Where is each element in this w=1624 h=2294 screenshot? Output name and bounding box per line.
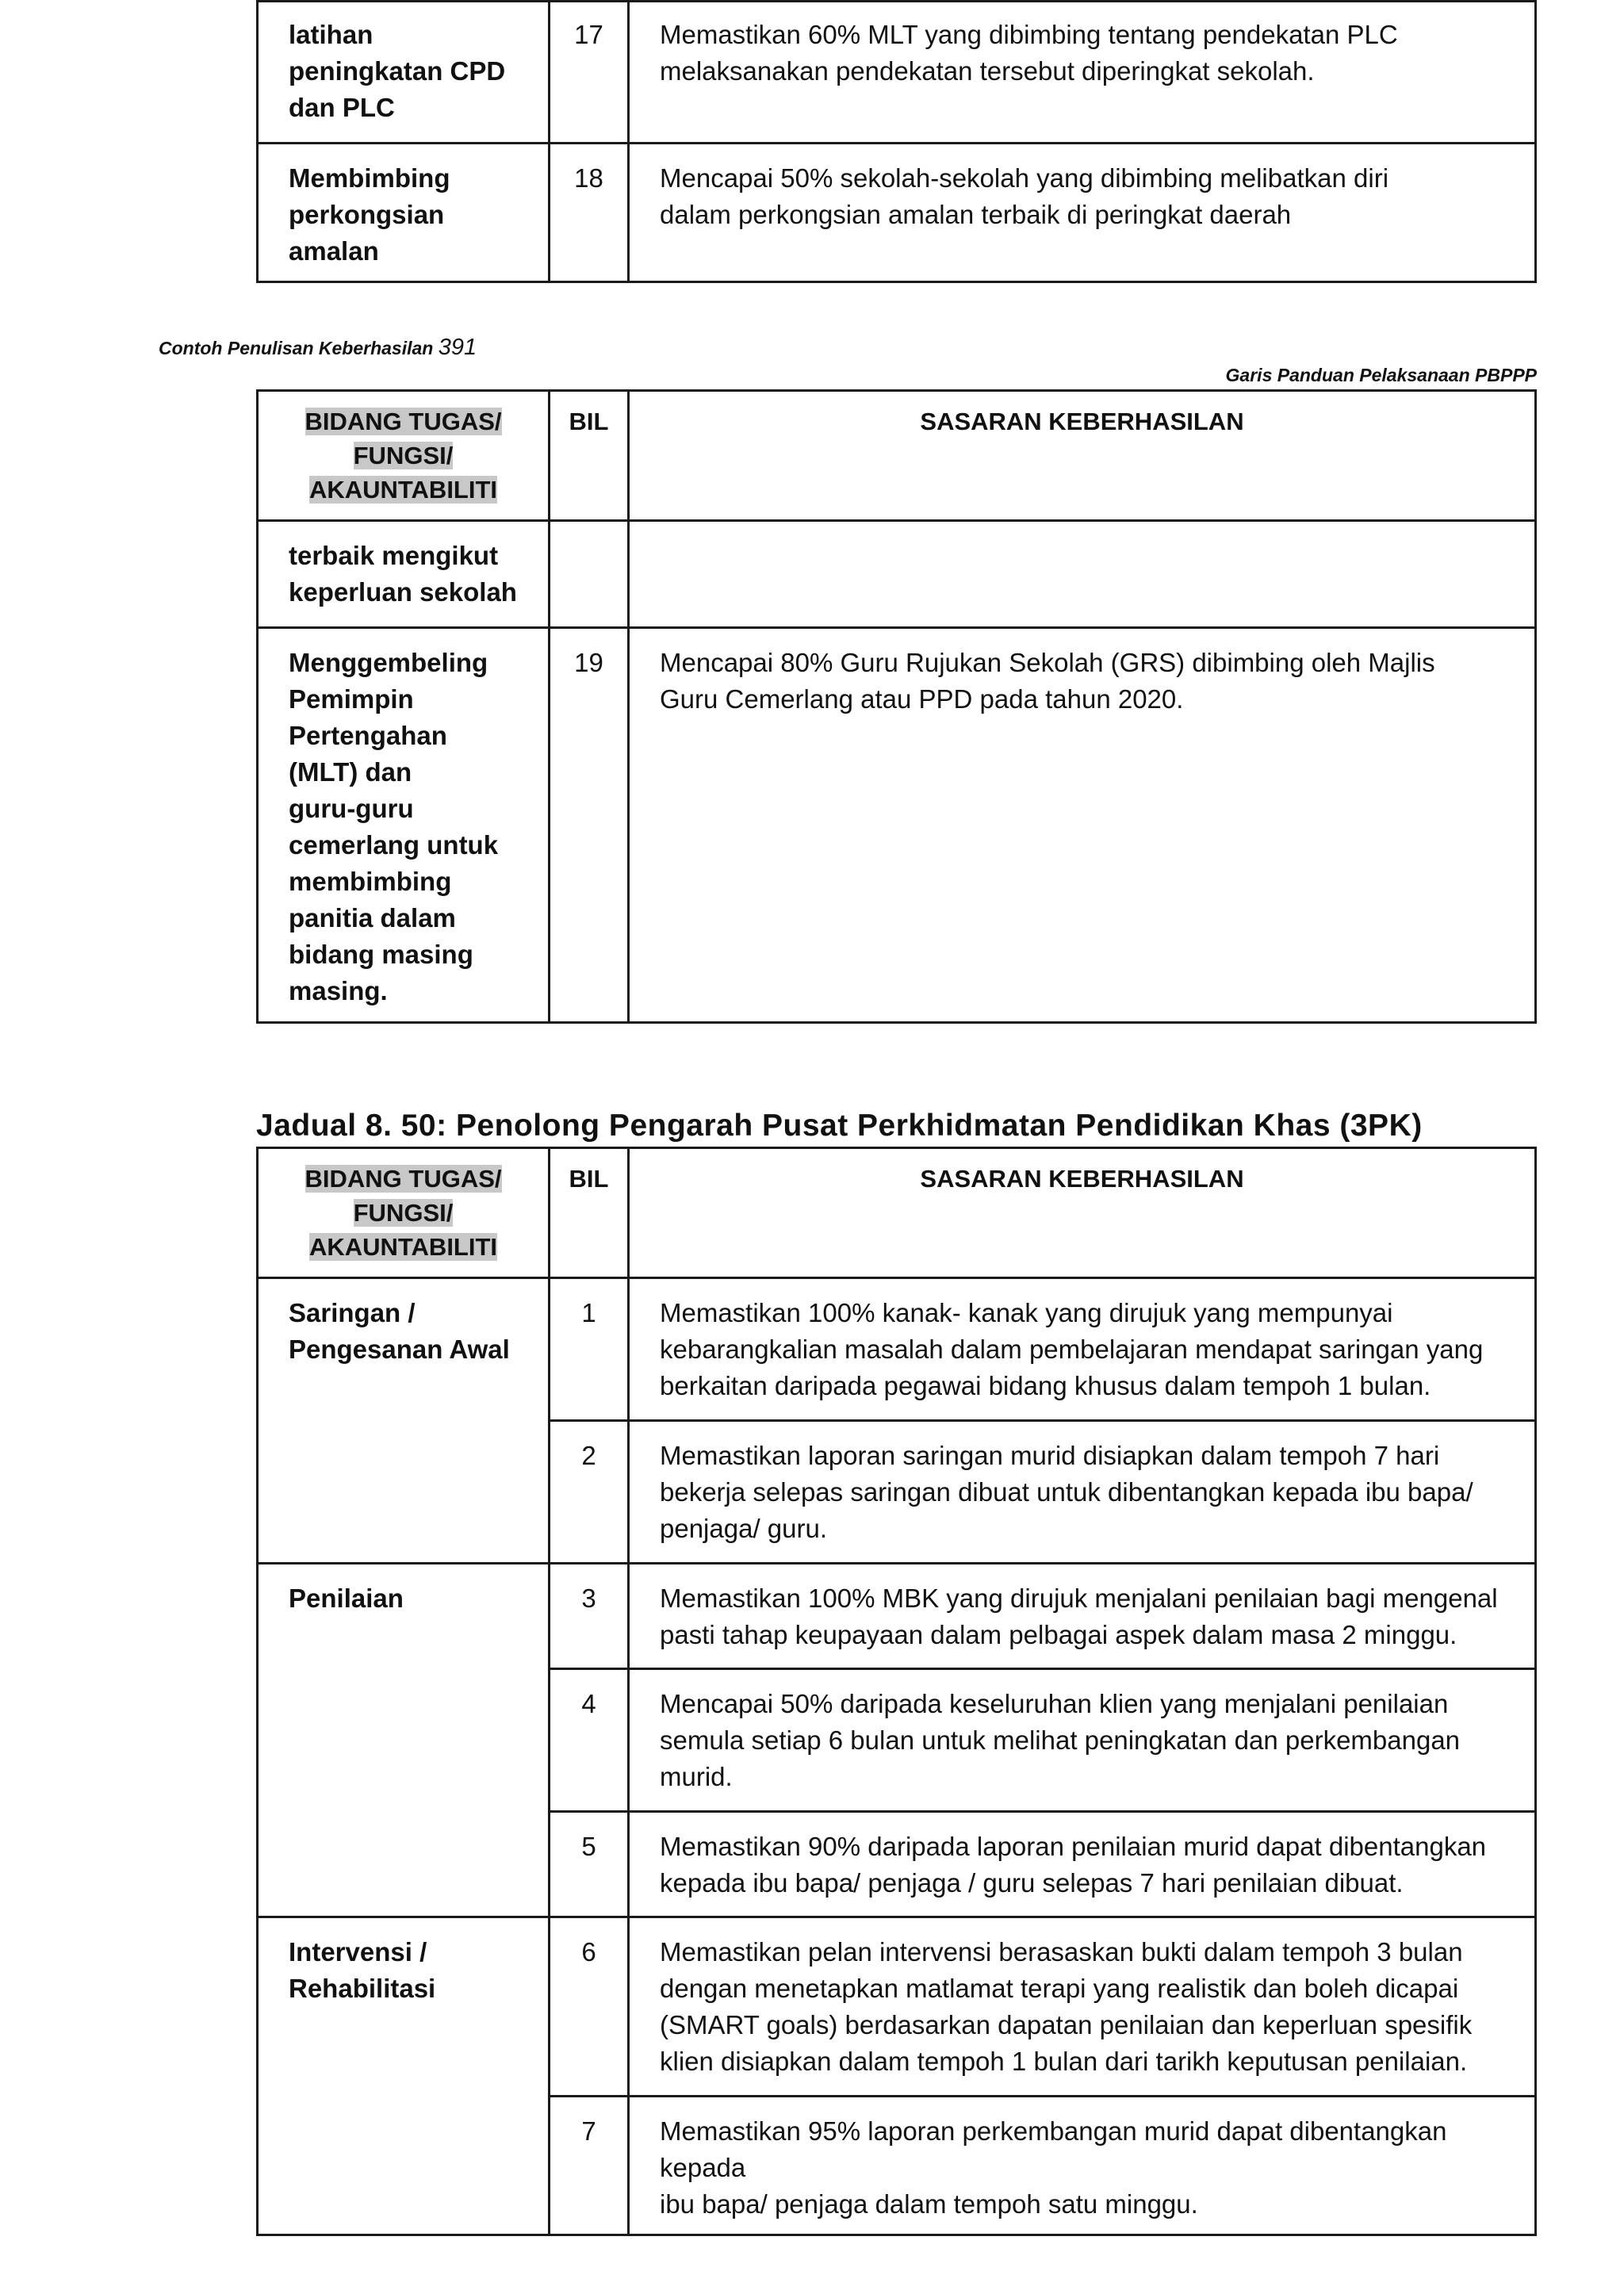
sasaran-cell: Memastikan 95% laporan perkembangan murid dapat dibentangkan kepada ibu bapa/ penjaga dalam tempoh satu minggu. xyxy=(629,2097,1536,2235)
header-fungsi xyxy=(258,1148,550,1278)
fungsi-cell: Penilaian xyxy=(258,1564,550,1917)
table-row xyxy=(258,1564,1536,1669)
sasaran-cell xyxy=(629,521,1536,628)
table-top xyxy=(256,0,1537,283)
fungsi-cell: Menggembeling Pemimpin Pertengahan (MLT) dan guru-guru cemerlang untuk membimbing panitia dalam bidang masing masing. xyxy=(258,628,550,1023)
bil-cell: 4 xyxy=(550,1669,629,1812)
fungsi-cell: terbaik mengikut keperluan sekolah xyxy=(258,521,550,628)
bil-cell: 19 xyxy=(550,628,629,1023)
header-bil: BIL xyxy=(550,1148,629,1278)
bil-cell: 7 xyxy=(550,2097,629,2235)
sasaran-cell: Memastikan 100% MBK yang dirujuk menjalani penilaian bagi mengenal pasti tahap keupayaan dalam pelbagai aspek dalam masa 2 minggu. xyxy=(629,1564,1536,1669)
bil-cell: 6 xyxy=(550,1917,629,2097)
header-bil: BIL xyxy=(550,391,629,521)
page-footer xyxy=(159,335,477,361)
sasaran-cell: Memastikan 90% daripada laporan penilaian murid dapat dibentangkan kepada ibu bapa/ penjaga / guru selepas 7 hari penilaian dibuat. xyxy=(629,1812,1536,1917)
page-header: Garis Panduan Pelaksanaan PBPPP xyxy=(1225,365,1537,385)
bil-cell xyxy=(550,521,629,628)
sasaran-cell: Memastikan 60% MLT yang dibimbing tentang pendekatan PLC melaksanakan pendekatan tersebut diperingkat sekolah. xyxy=(629,2,1536,144)
fungsi-cell: latihan peningkatan CPD dan PLC xyxy=(258,2,550,144)
table-middle xyxy=(256,389,1537,1024)
table-header-row xyxy=(258,1148,1536,1278)
page-footer-label: Contoh Penulisan Keberhasilan xyxy=(159,338,434,358)
bil-cell: 18 xyxy=(550,144,629,282)
sasaran-cell: Mencapai 50% sekolah-sekolah yang dibimbing melibatkan diri dalam perkongsian amalan terbaik di peringkat daerah xyxy=(629,144,1536,282)
table-row xyxy=(258,521,1536,628)
page-number: 391 xyxy=(438,335,477,360)
sasaran-cell: Memastikan laporan saringan murid disiapkan dalam tempoh 7 hari bekerja selepas saringan dibuat untuk dibentangkan kepada ibu bapa/ penjaga/ guru. xyxy=(629,1421,1536,1564)
header-fungsi-text: BIDANG TUGAS/ FUNGSI/ AKAUNTABILITI xyxy=(304,408,502,504)
fungsi-cell: Saringan / Pengesanan Awal xyxy=(258,1278,550,1564)
sasaran-cell: Mencapai 80% Guru Rujukan Sekolah (GRS) dibimbing oleh Majlis Guru Cemerlang atau PPD pada tahun 2020. xyxy=(629,628,1536,1023)
sasaran-cell: Memastikan pelan intervensi berasaskan bukti dalam tempoh 3 bulan dengan menetapkan matlamat terapi yang realistik dan boleh dicapai (SMART goals) berdasarkan dapatan penilaian dan keperluan spesifik klien disiapkan dalam tempoh 1 bulan dari tarikh keputusan penilaian. xyxy=(629,1917,1536,2097)
bil-cell: 2 xyxy=(550,1421,629,1564)
sasaran-cell: Memastikan 100% kanak- kanak yang dirujuk yang mempunyai kebarangkalian masalah dalam pembelajaran mendapat saringan yang berkaitan daripada pegawai bidang khusus dalam tempoh 1 bulan. xyxy=(629,1278,1536,1421)
sasaran-cell: Mencapai 50% daripada keseluruhan klien yang menjalani penilaian semula setiap 6 bulan untuk melihat peningkatan dan perkembangan murid. xyxy=(629,1669,1536,1812)
bil-cell: 3 xyxy=(550,1564,629,1669)
table-bottom xyxy=(256,1147,1537,2236)
header-fungsi xyxy=(258,391,550,521)
table-row xyxy=(258,1917,1536,2097)
table-title: Jadual 8. 50: Penolong Pengarah Pusat Perkhidmatan Pendidikan Khas (3PK) xyxy=(256,1109,1423,1143)
fungsi-cell: Membimbing perkongsian amalan xyxy=(258,144,550,282)
table-row xyxy=(258,1278,1536,1421)
fungsi-cell: Intervensi / Rehabilitasi xyxy=(258,1917,550,2235)
table-row xyxy=(258,628,1536,1023)
bil-cell: 17 xyxy=(550,2,629,144)
bil-cell: 5 xyxy=(550,1812,629,1917)
bil-cell: 1 xyxy=(550,1278,629,1421)
table-header-row xyxy=(258,391,1536,521)
header-fungsi-text: BIDANG TUGAS/ FUNGSI/ AKAUNTABILITI xyxy=(304,1165,502,1261)
header-sasaran: SASARAN KEBERHASILAN xyxy=(629,1148,1536,1278)
header-sasaran: SASARAN KEBERHASILAN xyxy=(629,391,1536,521)
table-row xyxy=(258,144,1536,282)
table-row xyxy=(258,2,1536,144)
